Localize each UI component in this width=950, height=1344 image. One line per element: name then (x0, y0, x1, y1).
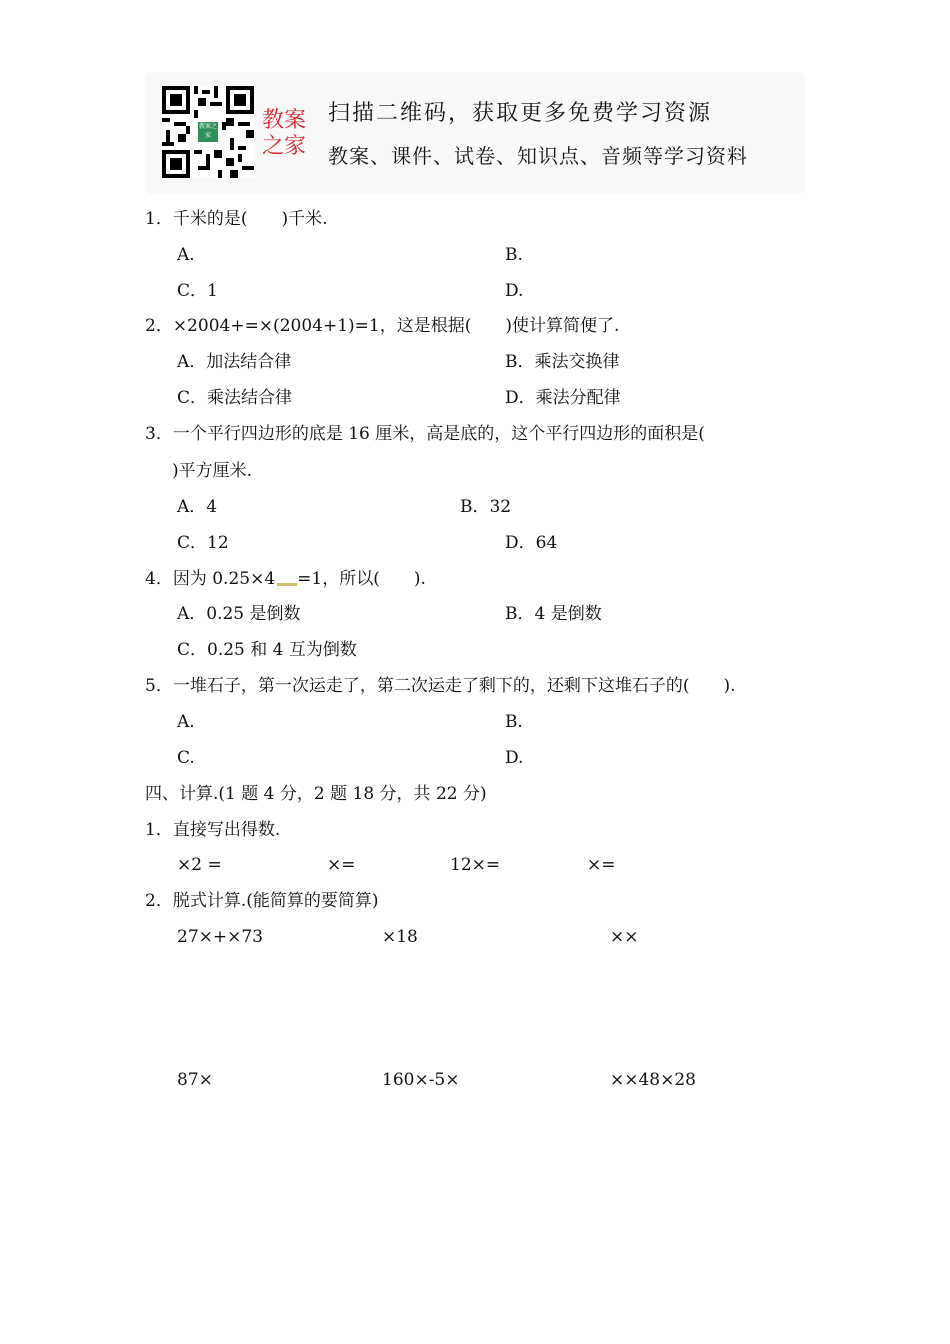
calc-expression: ×× (610, 927, 639, 947)
question-3-option-c[interactable]: C．12 (177, 533, 229, 553)
calc-expression: ×18 (382, 927, 418, 947)
question-5-option-a[interactable]: A. (177, 712, 195, 732)
calc-expression: 27×+×73 (177, 927, 263, 947)
question-1-stem: 1．千米的是( )千米. (145, 209, 328, 229)
calc-part-1-title: 1．直接写出得数. (145, 820, 281, 840)
question-4-stem-end: =1，所以( ). (297, 569, 426, 589)
question-5-option-d[interactable]: D. (505, 748, 524, 768)
question-1-option-a[interactable]: A. (177, 245, 195, 265)
question-1-option-c[interactable]: C．1 (177, 281, 218, 301)
question-3-stem: 3．一个平行四边形的底是 16 厘米，高是底的，这个平行四边形的面积是( (145, 424, 705, 444)
calc-item: 12×= (450, 855, 501, 875)
answer-blank-highlight (277, 583, 297, 586)
question-4-stem (145, 569, 426, 589)
calc-part-2-title: 2．脱式计算.(能简算的要简算) (145, 891, 379, 911)
question-4-option-c[interactable]: C．0.25 和 4 互为倒数 (177, 640, 357, 660)
question-3-option-a[interactable]: A．4 (177, 497, 218, 517)
calc-item: ×= (327, 855, 356, 875)
calc-expression: 160×-5× (382, 1070, 460, 1090)
banner-headline: 扫描二维码，获取更多免费学习资源 (328, 101, 713, 126)
question-2-option-d[interactable]: D．乘法分配律 (505, 388, 621, 408)
question-2-option-b[interactable]: B．乘法交换律 (505, 352, 620, 372)
question-3-option-b[interactable]: B．32 (460, 497, 512, 517)
question-2-stem: 2．×2004+=×(2004+1)=1，这是根据( )使计算简便了. (145, 316, 620, 336)
calc-item: ×= (587, 855, 616, 875)
calc-expression: 87× (177, 1070, 213, 1090)
brand-name-bottom: 之家 (262, 134, 307, 159)
question-5-stem: 5．一堆石子，第一次运走了，第二次运走了剩下的，还剩下这堆石子的( ). (145, 676, 736, 696)
question-1-option-b[interactable]: B. (505, 245, 523, 265)
question-5-option-b[interactable]: B. (505, 712, 523, 732)
question-3-option-d[interactable]: D．64 (505, 533, 558, 553)
section-4-title: 四、计算.(1 题 4 分，2 题 18 分，共 22 分) (145, 784, 487, 804)
question-3-stem-continued: )平方厘米. (172, 461, 253, 481)
question-2-option-c[interactable]: C．乘法结合律 (177, 388, 293, 408)
question-2-option-a[interactable]: A．加法结合律 (177, 352, 292, 372)
question-1-option-d[interactable]: D. (505, 281, 524, 301)
brand-name-top: 教案 (262, 108, 307, 133)
banner-subline: 教案、课件、试卷、知识点、音频等学习资料 (328, 144, 748, 168)
question-4-option-a[interactable]: A．0.25 是倒数 (177, 604, 301, 624)
calc-expression: ××48×28 (610, 1070, 696, 1090)
question-4-option-b[interactable]: B．4 是倒数 (505, 604, 602, 624)
calc-item: ×2 = (177, 855, 222, 875)
question-4-stem-start: 4．因为 0.25×4 (145, 569, 276, 589)
question-5-option-c[interactable]: C. (177, 748, 195, 768)
brand-logo: 教案之家 (196, 120, 220, 144)
